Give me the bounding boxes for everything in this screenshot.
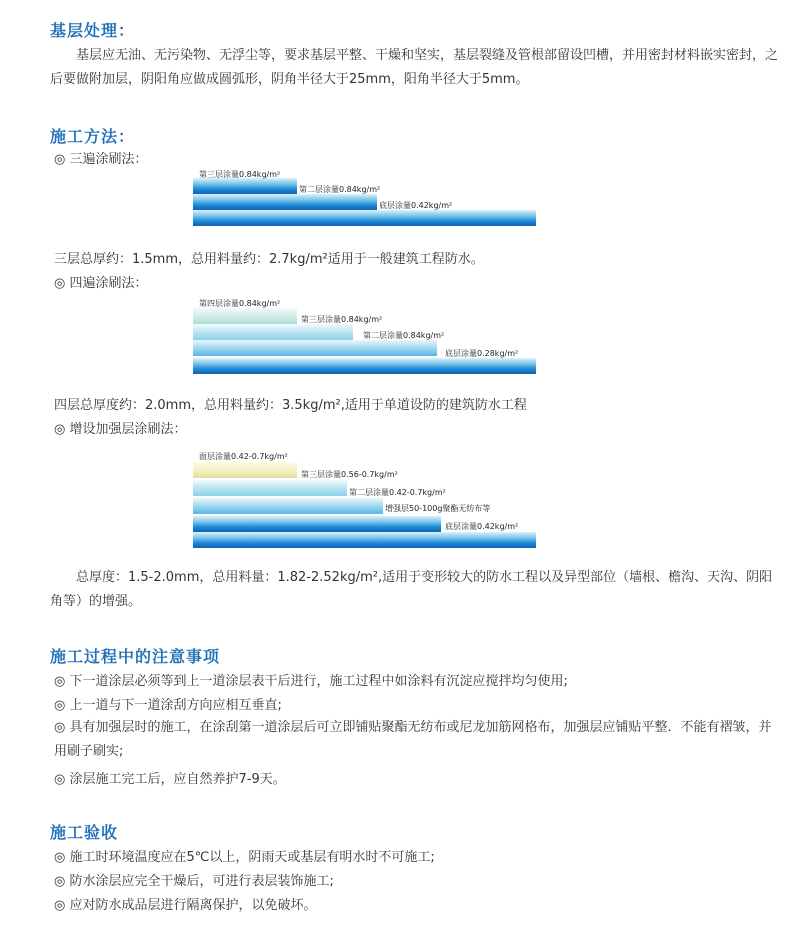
method2-layer-2-label: 第二层涂量0.84kg/m² — [363, 331, 445, 340]
method1-base-bar — [193, 210, 536, 226]
method1-label: ◎ 三遍涂刷法： — [54, 152, 148, 167]
method3-layer-2-bar — [193, 498, 383, 514]
method3-label: ◎ 增设加强层涂刷法： — [54, 422, 187, 437]
method1-layer-3-bar — [193, 178, 297, 194]
section-title-construction-notes: 施工过程中的注意事项 — [50, 647, 221, 666]
method2-layer-4-bar — [193, 308, 297, 324]
method1-layer-3-label: 第三层涂量0.84kg/m² — [199, 170, 281, 179]
method3-top-layer-bar — [193, 462, 297, 478]
method2-layer-3-label: 第三层涂量0.84kg/m² — [301, 315, 383, 324]
method2-layer-4-label: 第四层涂量0.84kg/m² — [199, 299, 281, 308]
method3-base-bar — [193, 532, 536, 548]
method3-layer-2-label: 第二层涂量0.42-0.7kg/m² — [349, 488, 446, 497]
method3-layer-3-bar — [193, 480, 347, 496]
section-title-base-treatment: 基层处理： — [50, 21, 136, 40]
section-title-construction-method: 施工方法： — [50, 127, 136, 146]
notes-item: ◎ 下一道涂层必须等到上一道涂层表干后进行，施工过程中如涂料有沉淀应搅拌均匀使用; — [54, 674, 568, 689]
method2-base-label: 底层涂量0.28kg/m² — [445, 349, 519, 358]
method2-base-bar — [193, 358, 536, 374]
method1-layer-2-bar — [193, 194, 377, 210]
method1-layer-2-label: 第二层涂量0.84kg/m² — [299, 185, 381, 194]
notes-item: ◎ 具有加强层时的施工，在涂刮第一道涂层后可立即铺贴聚酯无纺布或尼龙加筋网格布，加强层应铺贴平整．不能有褶皱，并用刷子刷实; — [54, 720, 772, 759]
method3-base-label: 底层涂量0.42kg/m² — [445, 522, 519, 531]
method2-summary: 四层总厚度约：2.0mm，总用料量约：3.5kg/m²,适用于单道设防的建筑防水工程 — [54, 398, 527, 413]
notes-item: ◎ 上一道与下一道涂刮方向应相互垂直; — [54, 698, 282, 713]
method2-label: ◎ 四遍涂刷法： — [54, 276, 148, 291]
base-treatment-text: 基层应无油、无污染物、无浮尘等，要求基层平整、干燥和坚实，基层裂缝及管根部留设凹槽，并用密封材料嵌实密封，之后要做附加层，阴阳角应做成圆弧形，阴角半径大于25mm，阳角半径大于5mm。 — [50, 48, 779, 87]
acceptance-item: ◎ 防水涂层应完全干燥后，可进行表层装饰施工; — [54, 874, 334, 889]
method2-layer-2-bar — [193, 340, 437, 356]
method3-reinforce-bar — [193, 516, 441, 532]
acceptance-item: ◎ 应对防水成品层进行隔离保护，以免破坏。 — [54, 898, 317, 913]
method1-summary: 三层总厚约：1.5mm，总用料量约：2.7kg/m²适用于一般建筑工程防水。 — [54, 252, 484, 267]
notes-item: ◎ 涂层施工完工后，应自然养护7-9天。 — [54, 772, 286, 787]
method3-summary: 总厚度：1.5-2.0mm，总用料量：1.82-2.52kg/m²,适用于变形较大的防水工程以及异型部位（墙根、檐沟、天沟、阴阳角等）的增强。 — [50, 570, 773, 609]
method3-reinforce-label: 增强层50-100g聚酯无纺布等 — [385, 504, 491, 513]
acceptance-item: ◎ 施工时环境温度应在5℃以上，阴雨天或基层有明水时不可施工; — [54, 850, 435, 865]
method1-base-label: 底层涂量0.42kg/m² — [379, 201, 453, 210]
method3-layer-3-label: 第三层涂量0.56-0.7kg/m² — [301, 470, 398, 479]
section-title-acceptance: 施工验收 — [50, 823, 119, 842]
method3-top-layer-label: 面层涂量0.42-0.7kg/m² — [199, 452, 288, 461]
method2-layer-3-bar — [193, 324, 353, 340]
